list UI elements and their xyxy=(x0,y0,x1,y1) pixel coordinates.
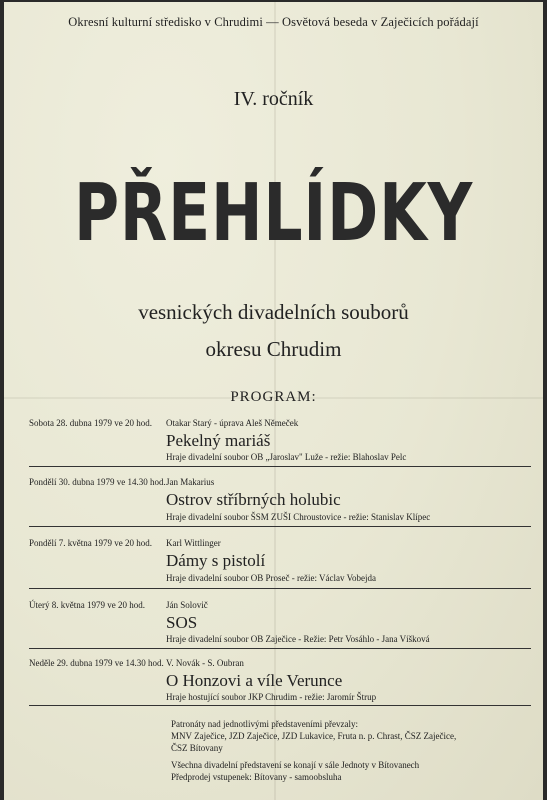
event-date: Neděle 29. dubna 1979 ve 14.30 hod. xyxy=(29,658,164,668)
subtitle-line-1: vesnických divadelních souborů xyxy=(138,300,409,324)
main-title: PŘEHLÍDKY xyxy=(73,167,473,259)
event-date: Úterý 8. května 1979 ve 20 hod. xyxy=(29,600,145,610)
event-title: SOS xyxy=(166,613,198,632)
subtitle-line-2: okresu Chrudim xyxy=(205,337,342,361)
event-title: Pekelný mariáš xyxy=(166,431,271,450)
event-performer: Hraje divadelní soubor OB Proseč - režie: Václav Vobejda xyxy=(166,573,376,583)
event-author: Ján Solovič xyxy=(166,600,208,610)
event-performer: Hraje divadelní soubor OB Zaječice - Režie: Petr Vosáhlo - Jana Víšková xyxy=(166,634,430,644)
note-line: ČSZ Bítovany xyxy=(171,743,223,753)
event-author: V. Novák - S. Oubran xyxy=(166,658,244,668)
event-title: Dámy s pistolí xyxy=(166,551,266,570)
patronage-note xyxy=(171,718,456,754)
event-title: Ostrov stříbrných holubic xyxy=(166,490,341,509)
note-line: Předprodej vstupenek: Bítovany - samoobsluha xyxy=(171,772,342,782)
event-performer: Hraje divadelní soubor ŠSM ZUŠI Chroustovice - režie: Stanislav Klípec xyxy=(166,512,431,522)
event-divider xyxy=(29,705,531,706)
event-date: Pondělí 30. dubna 1979 ve 14.30 hod. xyxy=(29,477,166,487)
event-divider xyxy=(29,648,531,649)
venue-note xyxy=(171,759,419,783)
note-line: Patronáty nad jednotlivými představeními převzaly: xyxy=(171,719,358,729)
event-date: Sobota 28. dubna 1979 ve 20 hod. xyxy=(29,418,152,428)
event-author: Jan Makarius xyxy=(166,477,215,487)
note-line: Všechna divadelní představení se konají v sále Jednoty v Bítovanech xyxy=(171,760,420,770)
event-date: Pondělí 7. května 1979 ve 20 hod. xyxy=(29,538,152,548)
program-heading: PROGRAM: xyxy=(230,389,317,405)
event-divider xyxy=(29,588,531,589)
event-author: Otakar Starý - úprava Aleš Němeček xyxy=(166,418,299,428)
event-divider xyxy=(29,466,531,467)
event-author: Karl Wittlinger xyxy=(166,538,221,548)
event-title: O Honzovi a víle Verunce xyxy=(166,671,343,690)
event-divider xyxy=(29,526,531,527)
organizer-header: Okresní kulturní středisko v Chrudimi — Osvětová beseda v Zaječicích pořádají xyxy=(68,15,479,29)
poster xyxy=(4,2,543,800)
event-performer: Hraje hostující soubor JKP Chrudim - režie: Jaromír Štrup xyxy=(166,692,377,702)
edition-label: IV. ročník xyxy=(233,88,314,110)
event-performer: Hraje divadelní soubor OB „Jaroslav" Luže - režie: Blahoslav Pelc xyxy=(166,452,407,462)
note-line: MNV Zaječice, JZD Zaječice, JZD Lukavice, Fruta n. p. Chrast, ČSZ Zaječice, xyxy=(171,731,457,741)
